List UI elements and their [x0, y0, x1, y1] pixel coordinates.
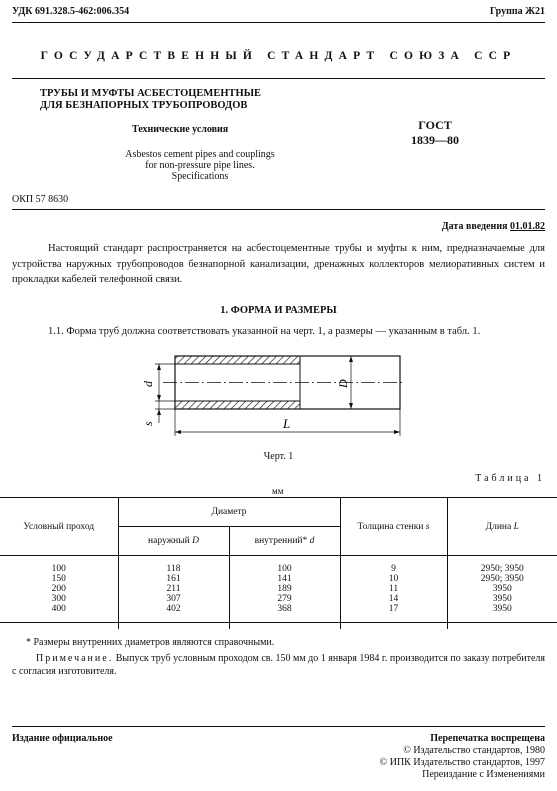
date-intro-label: Дата введения: [441, 221, 508, 232]
title-line-2: ДЛЯ БЕЗНАПОРНЫХ ТРУБОПРОВОДОВ: [40, 100, 248, 111]
intro-paragraph: Настоящий стандарт распространяется на асбестоцементные трубы и муфты к ним, предназначаемые для устройства наружных трубопроводов безнапорной канализации, дренажных коллекторов мелиоративных систем и прокладки кабелей телефонной связи.: [12, 243, 545, 285]
english-title-line-3: Specifications: [171, 171, 229, 182]
label-D-outer: D: [336, 379, 350, 388]
gost-designation: [405, 118, 465, 148]
gost-label: ГОСТ: [418, 118, 452, 132]
cell-wall: 10: [340, 574, 447, 584]
cell-outer: 211: [118, 584, 229, 594]
cell-inner: 141: [229, 574, 340, 584]
english-title-line-2: for non-pressure pipe lines.: [145, 160, 255, 171]
document-subtitle: Технические условия: [132, 124, 229, 135]
cell-wall: 11: [340, 584, 447, 594]
cell-length: 2950; 3950: [480, 563, 524, 574]
title-line-1: ТРУБЫ И МУФТЫ АСБЕСТОЦЕМЕНТНЫЕ: [40, 88, 262, 99]
cell-wall: 17: [340, 604, 447, 614]
reprint-notice: Перепечатка воспрещена: [430, 733, 545, 744]
copyright-1997: © ИПК Издательство стандартов, 1997: [379, 757, 545, 768]
label-L: L: [283, 416, 291, 431]
note-text: Выпуск труб условным проходом св. 150 мм до 1 января 1984 г. производится по заказу потребителя с согласия изготовителя.: [12, 653, 545, 677]
cell-length: 2950; 3950: [480, 573, 524, 584]
header-wall: Толщина стенки s: [340, 498, 447, 556]
cell-outer: 118: [118, 556, 229, 574]
document-title: [40, 88, 261, 112]
copyright-1980: © Издательство стандартов, 1980: [403, 745, 545, 756]
okp-code: ОКП 57 8630: [12, 194, 69, 205]
cell-inner: 189: [229, 584, 340, 594]
cell-length: 3950: [492, 583, 512, 594]
gost-number: 1839—80: [411, 133, 459, 147]
header-outer: наружный D: [118, 527, 229, 556]
cell-wall: 9: [340, 556, 447, 574]
table-footnote: * Размеры внутренних диаметров являются справочными.: [26, 637, 275, 648]
english-title: [100, 149, 300, 182]
cell-inner: 368: [229, 604, 340, 614]
clause-1-1: 1.1. Форма труб должна соответствовать указанной на черт. 1, а размеры — указанным в табл. 1.: [48, 326, 481, 337]
label-s: s: [141, 421, 155, 426]
table-row: [0, 594, 557, 604]
group-code: Группа Ж21: [489, 6, 545, 17]
cell-nominal: 300: [0, 594, 118, 604]
pipe-wall-top: [175, 356, 300, 364]
header-nominal: Условный проход: [0, 498, 118, 556]
table-note: [12, 652, 545, 678]
table-row: [0, 604, 557, 614]
dimensions-table: [0, 497, 557, 629]
cell-length: 3950: [492, 603, 512, 614]
section-heading: 1. ФОРМА И РАЗМЕРЫ: [220, 305, 337, 316]
table-row: [0, 574, 557, 584]
udk-code: УДК 691.328.5-462:006.354: [12, 6, 130, 17]
date-of-introduction: [442, 221, 545, 232]
header-diameter: Диаметр: [118, 498, 340, 527]
figure-caption: Черт. 1: [263, 451, 294, 462]
reissue-notice: Переиздание с Изменениями: [422, 769, 545, 780]
cell-nominal: 400: [0, 604, 118, 614]
header-rule-bottom: [12, 78, 545, 79]
date-intro-value: 01.01.82: [510, 221, 545, 232]
cell-inner: 279: [229, 594, 340, 604]
cell-inner: 100: [229, 556, 340, 574]
pipe-drawing: [141, 350, 405, 450]
cell-outer: 307: [118, 594, 229, 604]
table-row: [0, 584, 557, 594]
title-block-rule: [12, 209, 545, 210]
cell-nominal: 150: [0, 574, 118, 584]
table-padding-row: [0, 614, 557, 629]
cell-length: 3950: [492, 593, 512, 604]
cell-outer: 161: [118, 574, 229, 584]
header-inner: внутренний* d: [229, 527, 340, 556]
footer-rule: [12, 726, 545, 727]
english-title-line-1: Asbestos cement pipes and couplings: [125, 149, 275, 160]
pipe-wall-bottom: [175, 401, 300, 409]
table-row: [0, 556, 557, 574]
table-caption: Таблица 1: [475, 473, 545, 484]
cell-wall: 14: [340, 594, 447, 604]
label-d: d: [141, 381, 155, 387]
cell-nominal: 200: [0, 584, 118, 594]
header-length: Длина L: [447, 498, 557, 556]
table-units: мм: [272, 486, 284, 496]
footer-right: [380, 733, 545, 781]
official-edition: Издание официальное: [12, 733, 113, 744]
cell-nominal: 100: [0, 556, 118, 574]
note-label: Примечание.: [36, 653, 114, 664]
table-bottom-rule: [0, 622, 557, 623]
header-rule-top: [12, 22, 545, 23]
gosstandart-banner: ГОСУДАРСТВЕННЫЙ СТАНДАРТ СОЮЗА ССР: [40, 50, 517, 62]
cell-outer: 402: [118, 604, 229, 614]
